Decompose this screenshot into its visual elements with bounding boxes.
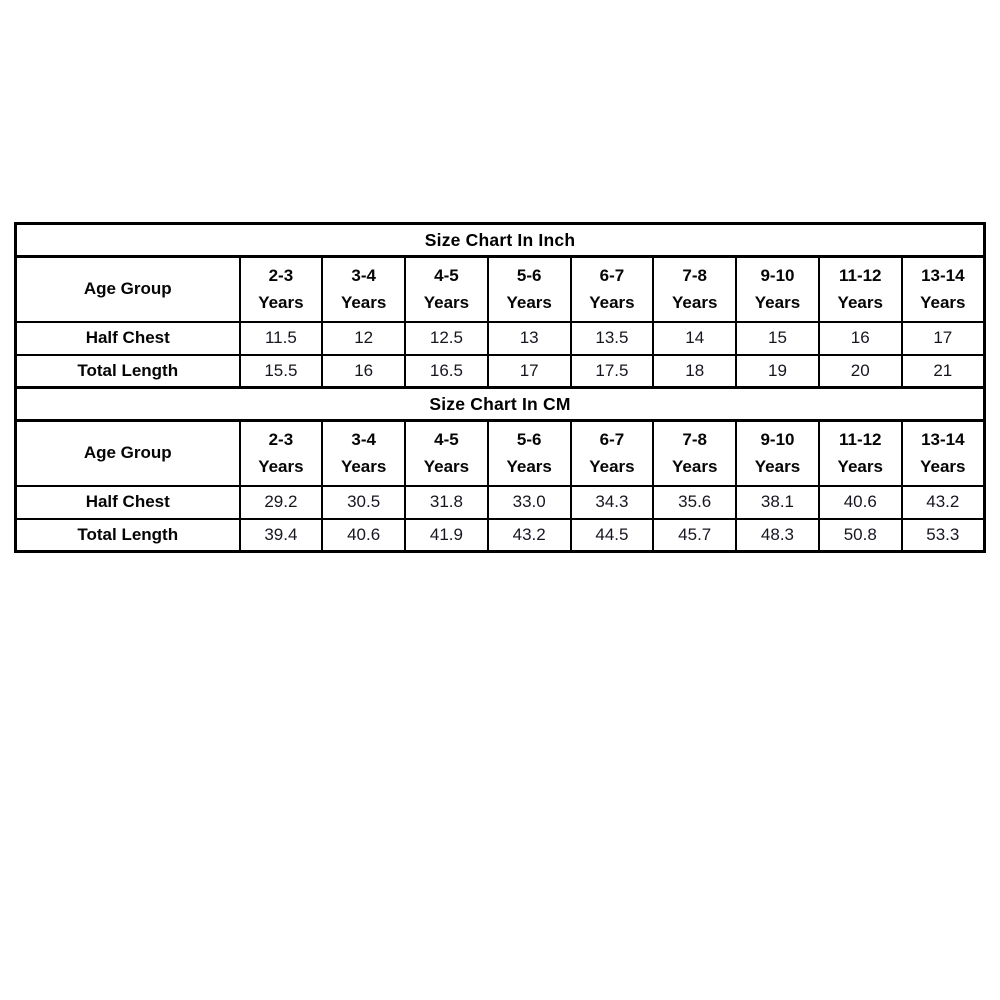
inch-total-length-value: 21 (902, 355, 985, 388)
inch-total-length-label: Total Length (16, 355, 240, 388)
cm-half-chest-value: 38.1 (736, 486, 819, 519)
age-range: 2-3 (268, 266, 294, 286)
inch-age-header-13-14 (902, 257, 985, 322)
cm-half-chest-value: 29.2 (240, 486, 323, 519)
cm-age-header-7-8 (653, 421, 736, 486)
age-unit: Years (672, 293, 718, 313)
age-range: 5-6 (516, 430, 542, 450)
age-unit: Years (920, 293, 966, 313)
cm-total-length-value: 40.6 (322, 519, 405, 552)
inch-total-length-value: 18 (653, 355, 736, 388)
size-chart-table (14, 222, 986, 553)
inch-total-length-value: 19 (736, 355, 819, 388)
cm-total-length-value: 45.7 (653, 519, 736, 552)
age-range: 13-14 (921, 266, 965, 286)
cm-total-length-value: 39.4 (240, 519, 323, 552)
age-unit: Years (506, 293, 552, 313)
inch-total-length-value: 17 (488, 355, 571, 388)
age-unit: Years (340, 457, 387, 477)
age-unit: Years (258, 293, 304, 313)
cm-half-chest-label: Half Chest (16, 486, 240, 519)
age-range: 9-10 (760, 430, 795, 450)
inch-half-chest-value: 13 (488, 322, 571, 355)
inch-age-header-11-12 (819, 257, 902, 322)
inch-age-header-6-7 (571, 257, 654, 322)
inch-age-header-4-5 (405, 257, 488, 322)
age-range: 3-4 (351, 266, 376, 286)
age-unit: Years (423, 457, 470, 477)
inch-age-header-3-4 (322, 257, 405, 322)
inch-half-chest-value: 15 (736, 322, 819, 355)
inch-total-length-value: 16 (322, 355, 405, 388)
inch-half-chest-label: Half Chest (16, 322, 240, 355)
cm-total-length-row (16, 519, 985, 552)
inch-age-header-7-8 (653, 257, 736, 322)
age-range: 3-4 (351, 430, 376, 450)
cm-half-chest-value: 34.3 (571, 486, 654, 519)
age-unit: Years (672, 457, 718, 477)
cm-age-header-4-5 (405, 421, 488, 486)
inch-half-chest-row (16, 322, 985, 355)
age-range: 6-7 (599, 266, 625, 286)
age-unit: Years (506, 457, 552, 477)
age-unit: Years (589, 293, 635, 313)
cm-half-chest-value: 31.8 (405, 486, 488, 519)
age-range: 5-6 (516, 266, 542, 286)
cm-age-header-2-3 (240, 421, 323, 486)
inch-total-length-value: 16.5 (405, 355, 488, 388)
age-range: 9-10 (760, 266, 795, 286)
cm-total-length-value: 41.9 (405, 519, 488, 552)
age-unit: Years (423, 293, 470, 313)
age-range: 7-8 (682, 266, 707, 286)
cm-half-chest-value: 30.5 (322, 486, 405, 519)
inch-total-length-value: 17.5 (571, 355, 654, 388)
cm-half-chest-value: 43.2 (902, 486, 985, 519)
cm-age-header-3-4 (322, 421, 405, 486)
inch-age-header-5-6 (488, 257, 571, 322)
cm-age-group-label: Age Group (16, 421, 240, 486)
cm-age-header-13-14 (902, 421, 985, 486)
age-unit: Years (754, 293, 801, 313)
cm-total-length-value: 53.3 (902, 519, 985, 552)
cm-header-row (16, 421, 985, 486)
age-unit: Years (837, 457, 883, 477)
age-range: 4-5 (434, 430, 459, 450)
inch-half-chest-value: 13.5 (571, 322, 654, 355)
cm-table-title: Size Chart In CM (16, 388, 985, 421)
age-unit: Years (754, 457, 801, 477)
age-range: 4-5 (434, 266, 459, 286)
inch-age-header-9-10 (736, 257, 819, 322)
cm-age-header-6-7 (571, 421, 654, 486)
cm-age-header-11-12 (819, 421, 902, 486)
cm-age-header-9-10 (736, 421, 819, 486)
cm-total-length-value: 44.5 (571, 519, 654, 552)
inch-half-chest-value: 11.5 (240, 322, 323, 355)
cm-total-length-value: 43.2 (488, 519, 571, 552)
cm-age-header-5-6 (488, 421, 571, 486)
age-range: 13-14 (921, 430, 965, 450)
cm-title-row (16, 388, 985, 421)
inch-age-group-label: Age Group (16, 257, 240, 322)
cm-total-length-value: 50.8 (819, 519, 902, 552)
inch-half-chest-value: 12 (322, 322, 405, 355)
age-range: 6-7 (599, 430, 625, 450)
inch-total-length-value: 15.5 (240, 355, 323, 388)
cm-total-length-label: Total Length (16, 519, 240, 552)
inch-half-chest-value: 16 (819, 322, 902, 355)
inch-half-chest-value: 17 (902, 322, 985, 355)
inch-total-length-value: 20 (819, 355, 902, 388)
cm-total-length-value: 48.3 (736, 519, 819, 552)
age-unit: Years (920, 457, 966, 477)
cm-half-chest-value: 35.6 (653, 486, 736, 519)
inch-half-chest-value: 12.5 (405, 322, 488, 355)
age-range: 2-3 (268, 430, 294, 450)
cm-half-chest-value: 33.0 (488, 486, 571, 519)
cm-half-chest-value: 40.6 (819, 486, 902, 519)
inch-header-row (16, 257, 985, 322)
age-unit: Years (258, 457, 304, 477)
age-unit: Years (589, 457, 635, 477)
age-range: 11-12 (838, 266, 882, 286)
cm-half-chest-row (16, 486, 985, 519)
inch-age-header-2-3 (240, 257, 323, 322)
age-unit: Years (340, 293, 387, 313)
inch-table-title: Size Chart In Inch (16, 224, 985, 257)
age-range: 11-12 (838, 430, 882, 450)
inch-title-row (16, 224, 985, 257)
inch-half-chest-value: 14 (653, 322, 736, 355)
age-range: 7-8 (682, 430, 707, 450)
age-unit: Years (837, 293, 883, 313)
inch-total-length-row (16, 355, 985, 388)
